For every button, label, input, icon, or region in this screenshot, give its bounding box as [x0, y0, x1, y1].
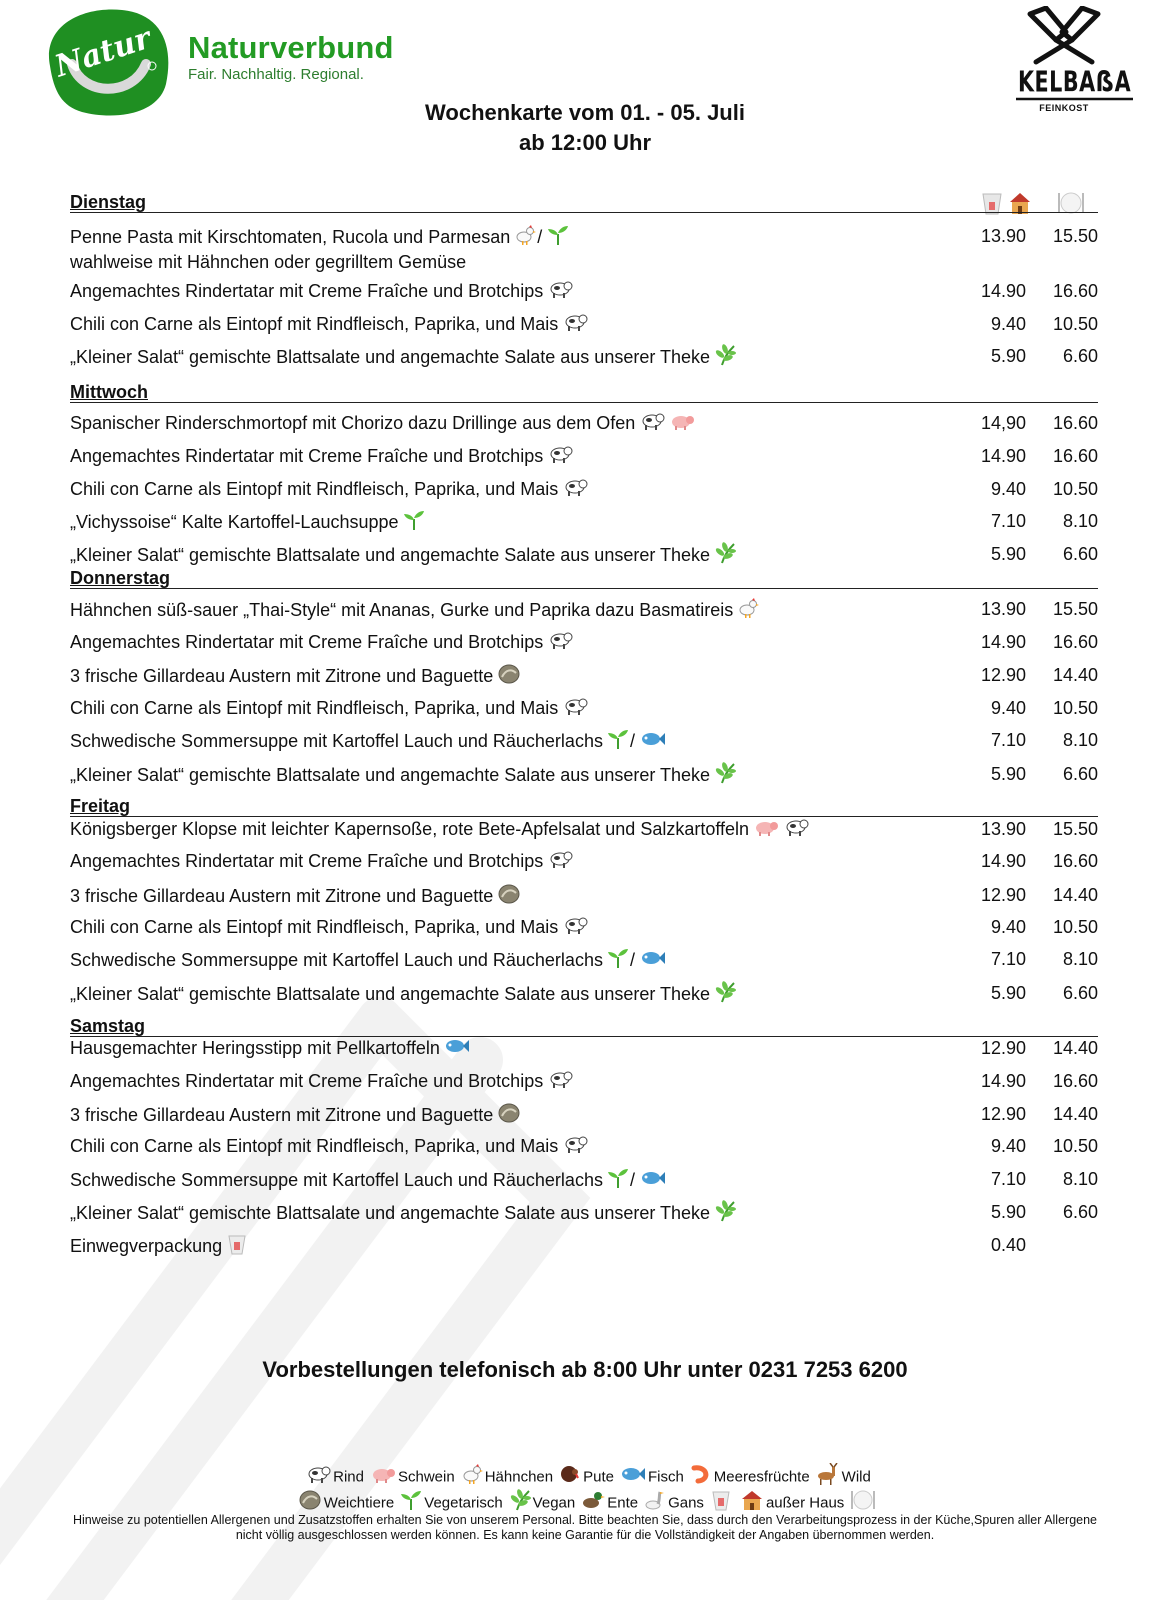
legend-label: Gans — [668, 1494, 704, 1512]
price-takeaway: 13.90 — [980, 599, 1026, 619]
herb-icon — [714, 344, 736, 372]
menu-item-name: Angemachtes Rindertatar mit Creme Fraîche und Brotchips — [70, 632, 544, 652]
menu-subtitle: ab 12:00 Uhr — [518, 130, 652, 155]
menu-item-name: „Kleiner Salat“ gemischte Blattsalate und angemachte Salate aus unserer Theke — [70, 346, 711, 367]
price-dine-in: 15.50 — [1052, 819, 1098, 839]
fish-icon — [444, 1037, 470, 1061]
legend-label: Meeresfrüchte — [713, 1468, 810, 1486]
menu-item-name: „Kleiner Salat“ gemischte Blattsalate und angemachte Salate aus unserer Theke — [70, 1202, 711, 1223]
day-name: Samstag — [70, 1016, 146, 1036]
price-dine-in: 6.60 — [1062, 346, 1098, 366]
price-dine-in: 6.60 — [1062, 1202, 1098, 1222]
price-takeaway: 7.10 — [990, 1169, 1026, 1189]
menu-item-name: Hausgemachter Heringsstipp mit Pellkartoffeln — [70, 1038, 440, 1058]
cow-icon — [547, 279, 573, 305]
menu-item-name: Schwedische Sommersuppe mit Kartoffel Lauch und Räucherlachs — [70, 1169, 603, 1190]
price-dine-in: 16.60 — [1052, 1071, 1098, 1091]
cow-icon — [562, 696, 588, 722]
fish-icon — [640, 949, 666, 973]
menu-item-name: „Kleiner Salat“ gemischte Blattsalate und angemachte Salate aus unserer Theke — [70, 983, 711, 1004]
price-dine-in: 16.60 — [1052, 632, 1098, 652]
menu-item-name: Angemachtes Rindertatar mit Creme Fraîche und Brotchips — [70, 1071, 544, 1091]
day-header-dienstag — [70, 190, 1098, 213]
price-takeaway: 9.40 — [990, 698, 1026, 718]
menu-item-name: Angemachtes Rindertatar mit Creme Fraîche und Brotchips — [70, 446, 544, 466]
price-takeaway: 13.90 — [980, 226, 1026, 246]
menu-item-name: 3 frische Gillardeau Austern mit Zitrone und Baguette — [70, 665, 494, 686]
fish-icon — [640, 730, 666, 754]
chicken-icon — [461, 1463, 483, 1492]
oyster-icon — [497, 1102, 521, 1130]
chicken-icon — [737, 597, 759, 625]
cow-icon — [783, 817, 809, 843]
menu-item-name: Chili con Carne als Eintopf mit Rindfleisch, Paprika, und Mais — [70, 917, 559, 937]
legend-label: Wild — [841, 1468, 871, 1486]
price-takeaway: 0.40 — [990, 1235, 1026, 1255]
herb-icon — [714, 981, 736, 1009]
price-takeaway: 7.10 — [990, 730, 1026, 750]
price-takeaway: 14.90 — [980, 281, 1026, 301]
price-dine-in: 16.60 — [1052, 413, 1098, 433]
pig-icon — [370, 1464, 396, 1491]
price-dine-in: 8.10 — [1062, 730, 1098, 750]
herb-icon — [714, 762, 736, 790]
menu-item-name: Chili con Carne als Eintopf mit Rindfleisch, Paprika, und Mais — [70, 314, 559, 334]
preorder-note: Vorbestellungen telefonisch ab 8:00 Uhr unter 0231 7253 6200 — [262, 1357, 908, 1382]
price-dine-in: 14.40 — [1052, 665, 1098, 685]
menu-item-name: Spanischer Rinderschmortopf mit Chorizo dazu Drillinge aus dem Ofen — [70, 413, 636, 433]
menu-item-name: Hähnchen süß-sauer „Thai-Style“ mit Ananas, Gurke und Paprika dazu Basmatireis — [70, 599, 734, 620]
price-takeaway: 5.90 — [990, 983, 1026, 1003]
price-dine-in: 16.60 — [1052, 281, 1098, 301]
price-dine-in: 6.60 — [1062, 764, 1098, 784]
menu-item-name: Angemachtes Rindertatar mit Creme Fraîche und Brotchips — [70, 281, 544, 301]
cup-icon — [226, 1233, 248, 1261]
day-name: Donnerstag — [70, 568, 171, 588]
price-takeaway: 12.90 — [980, 885, 1026, 905]
price-dine-in: 16.60 — [1052, 446, 1098, 466]
price-takeaway: 7.10 — [990, 949, 1026, 969]
price-takeaway: 7.10 — [990, 511, 1026, 531]
price-dine-in: 14.40 — [1052, 1038, 1098, 1058]
price-dine-in: 10.50 — [1052, 698, 1098, 718]
price-takeaway: 14.90 — [980, 446, 1026, 466]
cow-icon — [562, 915, 588, 941]
price-dine-in: 16.60 — [1052, 851, 1098, 871]
price-dine-in: 8.10 — [1062, 511, 1098, 531]
day-name: Freitag — [70, 796, 131, 816]
brand-tagline: Fair. Nachhaltig. Regional. — [188, 66, 364, 83]
day-header-donnerstag — [70, 566, 1098, 589]
menu-item-name: Angemachtes Rindertatar mit Creme Fraîche und Brotchips — [70, 851, 544, 871]
menu-item-name: „Vichyssoise“ Kalte Kartoffel-Lauchsuppe — [70, 511, 399, 532]
herb-icon — [714, 1200, 736, 1228]
legend-label: Fisch — [647, 1468, 684, 1486]
price-dine-in: 14.40 — [1052, 885, 1098, 905]
price-takeaway: 14.90 — [980, 1071, 1026, 1091]
menu-item-name: 3 frische Gillardeau Austern mit Zitrone und Baguette — [70, 885, 494, 906]
menu-item-name: Chili con Carne als Eintopf mit Rindfleisch, Paprika, und Mais — [70, 1136, 559, 1156]
price-dine-in: 10.50 — [1052, 1136, 1098, 1156]
sprout-icon — [547, 224, 569, 252]
cow-icon — [562, 477, 588, 503]
price-takeaway: 12.90 — [980, 665, 1026, 685]
day-header-samstag — [70, 1014, 1098, 1037]
oyster-icon — [497, 663, 521, 691]
price-takeaway: 5.90 — [990, 544, 1026, 564]
price-takeaway: 14,90 — [980, 413, 1026, 433]
price-takeaway: 12.90 — [980, 1104, 1026, 1124]
menu-item-name: Penne Pasta mit Kirschtomaten, Rucola und Parmesan — [70, 226, 511, 247]
price-takeaway: 5.90 — [990, 764, 1026, 784]
day-name: Dienstag — [70, 192, 147, 212]
pig-icon — [669, 411, 695, 437]
chicken-icon — [514, 224, 536, 252]
brand-name: Naturverbund — [188, 30, 394, 65]
price-takeaway: 9.40 — [990, 1136, 1026, 1156]
day-header-mittwoch — [70, 380, 1098, 403]
cow-icon — [562, 312, 588, 338]
day-name: Mittwoch — [70, 382, 148, 402]
legend-label: Schwein — [398, 1468, 455, 1486]
menu-item-name: Chili con Carne als Eintopf mit Rindfleisch, Paprika, und Mais — [70, 698, 559, 718]
cow-icon — [547, 849, 573, 875]
price-dine-in: 10.50 — [1052, 917, 1098, 937]
menu-item-name: Königsberger Klopse mit leichter Kapernsoße, rote Bete-Apfelsalat und Salzkartoffeln — [70, 819, 750, 839]
allergen-disclaimer: Hinweise zu potentiellen Allergenen und Zusatzstoffen erhalten Sie von unserem Personal. Bitte beachten Sie, dass durch den Verarbeitungsprozess in der Küche,Spuren aller Allergene nicht völlig ausgeschlossen werden können. Es kann keine Garantie für die Vollständigkeit der Angaben übernommen werden. — [72, 1513, 1098, 1542]
cow-icon — [547, 1069, 573, 1095]
menu-item-name: Schwedische Sommersuppe mit Kartoffel Lauch und Räucherlachs — [70, 949, 603, 970]
price-dine-in: 6.60 — [1062, 544, 1098, 564]
menu-item-name: 3 frische Gillardeau Austern mit Zitrone und Baguette — [70, 1104, 494, 1125]
cow-icon — [547, 444, 573, 470]
sprout-icon — [403, 509, 425, 537]
menu-item-name: Chili con Carne als Eintopf mit Rindfleisch, Paprika, und Mais — [70, 479, 559, 499]
price-dine-in: 10.50 — [1052, 479, 1098, 499]
legend-label: Pute — [583, 1468, 614, 1486]
legend-label: Rind — [333, 1468, 364, 1486]
turkey-icon — [559, 1464, 581, 1491]
partner-name: KELBAẞA — [1018, 66, 1132, 99]
price-takeaway: 9.40 — [990, 479, 1026, 499]
price-takeaway: 9.40 — [990, 917, 1026, 937]
sprout-icon — [607, 947, 629, 975]
price-dine-in: 10.50 — [1052, 314, 1098, 334]
price-takeaway: 14.90 — [980, 632, 1026, 652]
price-takeaway: 5.90 — [990, 1202, 1026, 1222]
menu-title: Wochenkarte vom 01. - 05. Juli — [425, 100, 745, 125]
price-dine-in: 15.50 — [1052, 599, 1098, 619]
oyster-icon — [497, 883, 521, 911]
sprout-icon — [607, 728, 629, 756]
legend-label: Hähnchen — [484, 1468, 554, 1486]
legend-label: Vegan — [532, 1494, 576, 1512]
price-dine-in: 8.10 — [1062, 1169, 1098, 1189]
menu-item-subtitle: wahlweise mit Hähnchen oder gegrilltem Gemüse — [70, 252, 467, 272]
price-takeaway: 13.90 — [980, 819, 1026, 839]
price-dine-in: 15.50 — [1052, 226, 1098, 246]
price-takeaway: 14.90 — [980, 851, 1026, 871]
menu-item-name: „Kleiner Salat“ gemischte Blattsalate und angemachte Salate aus unserer Theke — [70, 764, 711, 785]
menu-item-name: Schwedische Sommersuppe mit Kartoffel Lauch und Räucherlachs — [70, 730, 603, 751]
fish-icon — [620, 1465, 646, 1490]
cow-icon — [547, 630, 573, 656]
cow-icon — [639, 411, 665, 437]
fish-icon — [640, 1169, 666, 1193]
price-takeaway: 9.40 — [990, 314, 1026, 334]
legend-label: Vegetarisch — [424, 1494, 503, 1512]
sprout-icon — [607, 1167, 629, 1195]
legend-label: außer Haus — [765, 1494, 845, 1512]
legend-label: Ente — [607, 1494, 639, 1512]
deer-icon — [816, 1463, 840, 1492]
cow-icon — [305, 1464, 331, 1491]
price-takeaway: 5.90 — [990, 346, 1026, 366]
pig-icon — [753, 817, 779, 843]
cow-icon — [562, 1134, 588, 1160]
day-header-freitag — [70, 794, 1098, 817]
crossed-cleavers-icon — [1022, 6, 1106, 66]
price-dine-in: 6.60 — [1062, 983, 1098, 1003]
menu-item-name: Einwegverpackung — [70, 1235, 223, 1256]
price-takeaway: 12.90 — [980, 1038, 1026, 1058]
legend-row-1 — [0, 1463, 1170, 1492]
logo-text: Natur — [50, 20, 156, 85]
price-dine-in: 14.40 — [1052, 1104, 1098, 1124]
shrimp-icon — [690, 1464, 712, 1491]
price-dine-in: 8.10 — [1062, 949, 1098, 969]
legend-label: Weichtiere — [323, 1494, 395, 1512]
brand — [188, 30, 394, 84]
partner-sub: FEINKOST — [1039, 103, 1089, 113]
menu-item-name: „Kleiner Salat“ gemischte Blattsalate und angemachte Salate aus unserer Theke — [70, 544, 711, 565]
